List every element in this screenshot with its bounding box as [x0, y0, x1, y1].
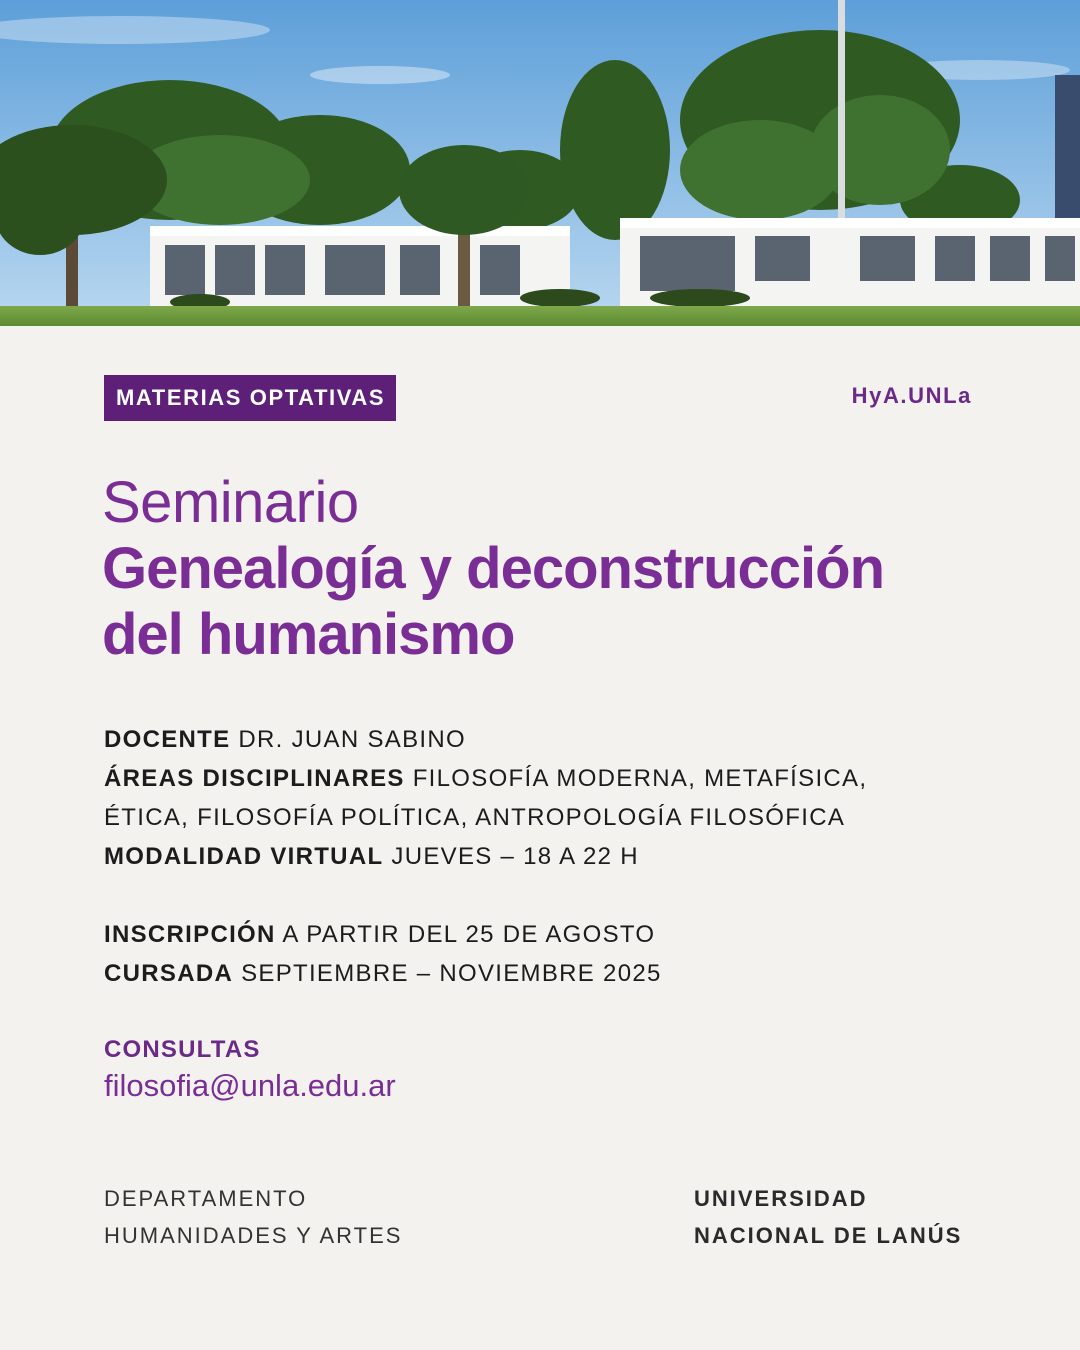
department-line-1: DEPARTAMENTO	[104, 1186, 308, 1211]
campus-illustration	[0, 0, 1080, 326]
department-name	[104, 1180, 402, 1254]
title-line-2: del humanismo	[102, 602, 515, 667]
consultas-label: CONSULTAS	[104, 1036, 261, 1063]
cursada-value: SEPTIEMBRE – NOVIEMBRE 2025	[241, 960, 662, 987]
areas-row-continued	[104, 798, 984, 837]
contact-email-link[interactable]: filosofia@unla.edu.ar	[104, 1068, 396, 1103]
modalidad-label: MODALIDAD VIRTUAL	[104, 843, 384, 870]
brand-handle: HyA.UNLa	[851, 383, 972, 408]
areas-label: ÁREAS DISCIPLINARES	[104, 765, 405, 792]
areas-value-1: FILOSOFÍA MODERNA, METAFÍSICA,	[412, 765, 868, 792]
docente-row	[104, 720, 984, 759]
docente-label: DOCENTE	[104, 726, 231, 753]
seminar-title	[102, 470, 1002, 668]
cursada-label: CURSADA	[104, 960, 234, 987]
category-badge: MATERIAS OPTATIVAS	[104, 375, 396, 421]
seminar-details	[104, 720, 984, 993]
university-name	[694, 1180, 962, 1254]
title-kicker: Seminario	[102, 470, 359, 535]
inscripcion-row	[104, 915, 984, 954]
inscripcion-value: A PARTIR DEL 25 DE AGOSTO	[282, 921, 656, 948]
inscripcion-label: INSCRIPCIÓN	[104, 921, 276, 948]
department-line-2: HUMANIDADES Y ARTES	[104, 1223, 403, 1248]
cursada-row	[104, 954, 984, 993]
areas-value-2: ÉTICA, FILOSOFÍA POLÍTICA, ANTROPOLOGÍA FILOSÓFICA	[104, 804, 846, 831]
title-line-1: Genealogía y deconstrucción	[102, 536, 884, 601]
areas-row	[104, 759, 984, 798]
university-line-1: UNIVERSIDAD	[694, 1186, 868, 1211]
header-campus-photo	[0, 0, 1080, 326]
docente-value: DR. JUAN SABINO	[238, 726, 466, 753]
modalidad-value: JUEVES – 18 A 22 H	[391, 843, 639, 870]
university-line-2: NACIONAL DE LANÚS	[694, 1223, 963, 1248]
modalidad-row	[104, 837, 984, 876]
lawn	[0, 306, 1080, 326]
